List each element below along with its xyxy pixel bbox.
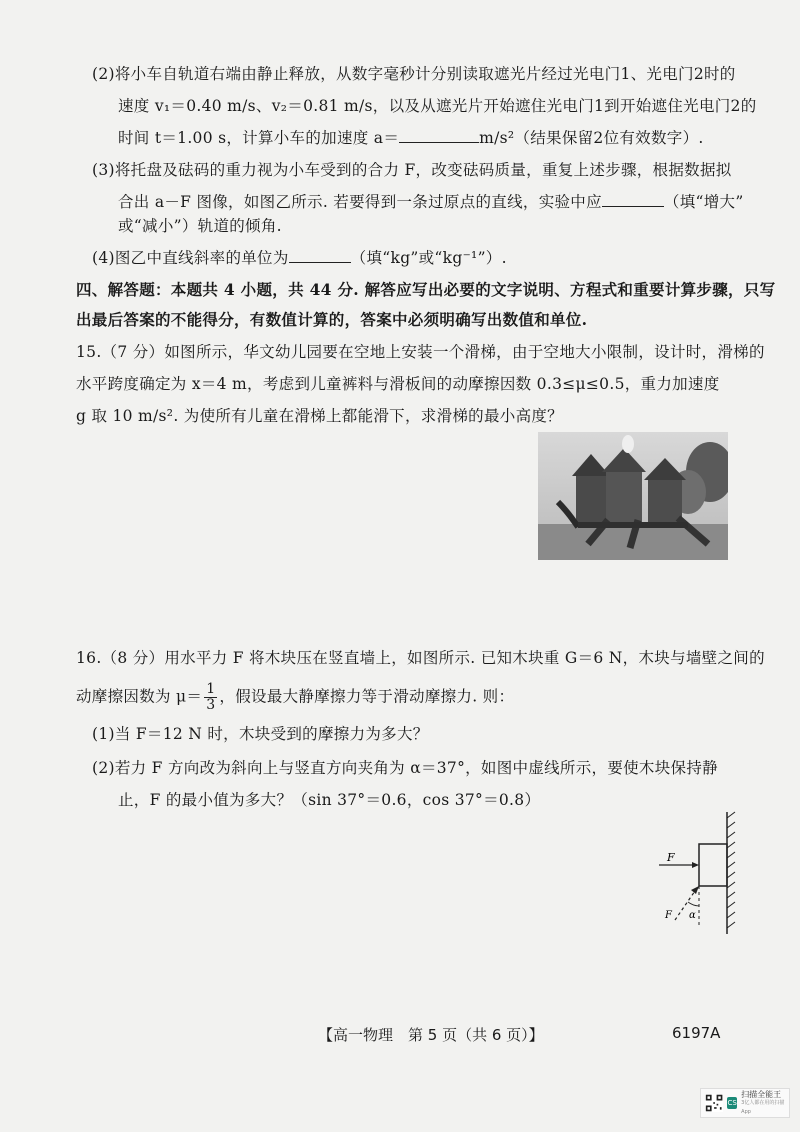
q16-text-a: 动摩擦因数为 μ＝ [76,687,203,706]
badge-title: 扫描全能王 [741,1089,782,1099]
friction-coefficient-fraction [204,682,217,713]
q16-sub1: (1)当 F＝12 N 时，木块受到的摩擦力为多大？ [92,725,429,743]
playground-slide-photo [538,432,728,560]
q14-part2-text-b: m/s²（结果保留2位有效数字）. [479,129,704,147]
fraction-denominator: 3 [206,697,216,713]
label-force-f: F [667,851,675,864]
q14-part3-line1: (3)将托盘及砝码的重力视为小车受到的合力 F，改变砝码质量，重复上述步骤，根据数据拟 [92,161,732,179]
section4-heading-line2: 出最后答案的不能得分，有数值计算的，答案中必须明确写出数值和单位. [76,310,588,329]
q14-part2-line2: 速度 v₁＝0.40 m/s、v₂＝0.81 m/s，以及从遮光片开始遮住光电门1到开始遮住光电门2的 [118,97,757,115]
q15-line1: 15.（7 分）如图所示，华文幼儿园要在空地上安装一个滑梯，由于空地大小限制，设计时，滑梯的 [76,343,765,361]
wall-hatching [727,812,735,928]
q14-part4-line1 [92,246,507,268]
q14-part2-line3 [118,126,704,148]
fraction-numerator: 1 [206,681,216,697]
badge-text [741,1090,785,1117]
answer-blank-acceleration[interactable] [399,128,479,143]
angle-arc [688,902,699,906]
q14-part3-line2 [118,190,744,212]
q14-part2-line1: (2)将小车自轨道右端由静止释放，从数字毫秒计分别读取遮光片经过光电门1、光电门2时的 [92,65,736,83]
qr-code-icon [705,1092,723,1114]
playground-illustration [538,432,728,560]
force-diagram [645,808,745,938]
answer-blank-slope-unit[interactable] [289,248,351,263]
q14-part2-text-a: 时间 t＝1.00 s，计算小车的加速度 a＝ [118,129,400,147]
scanner-watermark-badge [700,1088,790,1118]
q16-line1: 16.（8 分）用水平力 F 将木块压在竖直墙上，如图所示. 已知木块重 G＝6 N，木块与墙壁之间的 [76,649,765,667]
q14-part3-text-b: （填“增大” [663,193,744,211]
section4-heading-line1: 四、解答题：本题共 4 小题，共 44 分. 解答应写出必要的文字说明、方程式和重要计算步骤，只写 [76,280,776,299]
label-alpha: α [689,910,696,921]
paper-code: 6197A [672,1024,721,1042]
page-footer: 【高一物理 第 5 页（共 6 页）】 [318,1026,544,1044]
wood-block [699,844,727,886]
q14-part3-text-a: 合出 a－F 图像，如图乙所示. 若要得到一条过原点的直线，实验中应 [118,193,602,211]
q16-sub2-line2: 止，F 的最小值为多大？（sin 37°＝0.6，cos 37°＝0.8） [118,791,541,809]
q14-part4-text-b: （填“kg”或“kg⁻¹”）. [350,249,507,267]
badge-subtitle: 3亿人都在用的扫描App [741,1099,785,1115]
camscanner-logo-icon: CS [727,1099,737,1107]
q14-part4-text-a: (4)图乙中直线斜率的单位为 [92,249,289,267]
q15-line2: 水平跨度确定为 x＝4 m，考虑到儿童裤料与滑板间的动摩擦因数 0.3≤μ≤0.5，重力加速度 [76,375,720,393]
q16-sub2-line1: (2)若力 F 方向改为斜向上与竖直方向夹角为 α＝37°，如图中虚线所示，要使木块保持静 [92,759,718,777]
arrowhead-inclined [691,886,699,894]
q14-part3-line3: 或“减小”）轨道的倾角. [118,217,282,235]
label-force-f-inclined: F [665,910,672,921]
arrowhead-horizontal [692,862,699,868]
q16-text-b: ，假设最大静摩擦力等于滑动摩擦力. 则： [219,687,515,706]
answer-blank-incline[interactable] [602,192,664,207]
q15-line3: g 取 10 m/s². 为使所有儿童在滑梯上都能滑下，求滑梯的最小高度？ [76,407,563,425]
q16-line2 [76,682,514,713]
